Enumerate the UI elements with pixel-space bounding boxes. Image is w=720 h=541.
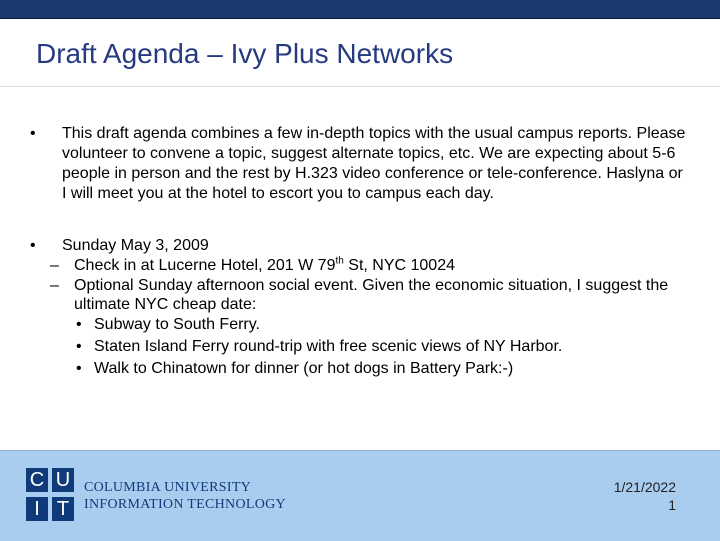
bullet-marker: •: [30, 237, 36, 254]
check-in-text-start: Check in at Lucerne Hotel, 201 W 79: [74, 257, 336, 274]
bullet-sunday: [30, 236, 690, 256]
bullet-marker: •: [30, 125, 36, 142]
subitem-social-event: [40, 276, 690, 314]
logo-letter-u: U: [52, 468, 74, 492]
activity-item-subway: [76, 314, 690, 336]
subitem-check-in: [40, 256, 690, 276]
slide-body: [30, 124, 690, 380]
check-in-text-end: St, NYC 10024: [343, 257, 455, 274]
slide-title: Draft Agenda – Ivy Plus Networks: [36, 38, 454, 69]
activity-text: Staten Island Ferry round-trip with free scenic views of NY Harbor.: [94, 338, 563, 355]
sub-marker: –: [50, 257, 59, 274]
slide-date: 1/21/2022: [613, 479, 676, 495]
logo-letter-c: C: [26, 468, 48, 492]
activity-item-ferry: [76, 336, 690, 358]
bullet-marker: •: [76, 316, 82, 333]
bullet-intro: [30, 124, 690, 204]
logo-letter-i: I: [26, 497, 48, 521]
activity-text: Subway to South Ferry.: [94, 316, 260, 333]
title-divider: [0, 86, 720, 87]
cuit-logo: [26, 468, 76, 522]
social-event-text: Optional Sunday afternoon social event. Given the economic situation, I suggest the ultimate NYC cheap date:: [74, 277, 669, 313]
logo-letter-t: T: [52, 497, 74, 521]
top-banner: [0, 0, 720, 19]
org-name-line2: INFORMATION TECHNOLOGY: [84, 497, 286, 512]
org-name-line1: COLUMBIA UNIVERSITY: [84, 480, 252, 495]
bullet-marker: •: [76, 360, 82, 377]
bullet-sunday-text: Sunday May 3, 2009: [62, 237, 209, 254]
bullet-intro-text: This draft agenda combines a few in-depth topics with the usual campus reports. Please volunteer to convene a topic, suggest alternate topics, etc. We are expecting about 5-6 people in person and the rest by H.323 video conference or tele-conference. Haslyna or I will meet you at the hotel to escort you to campus each day.: [62, 125, 686, 202]
bullet-marker: •: [76, 338, 82, 355]
ordinal-suffix: th: [335, 255, 344, 267]
slide-number: 1: [668, 497, 676, 513]
activity-item-chinatown: [76, 358, 690, 380]
sub-marker: –: [50, 277, 59, 294]
activity-text: Walk to Chinatown for dinner (or hot dogs in Battery Park:-): [94, 360, 514, 377]
